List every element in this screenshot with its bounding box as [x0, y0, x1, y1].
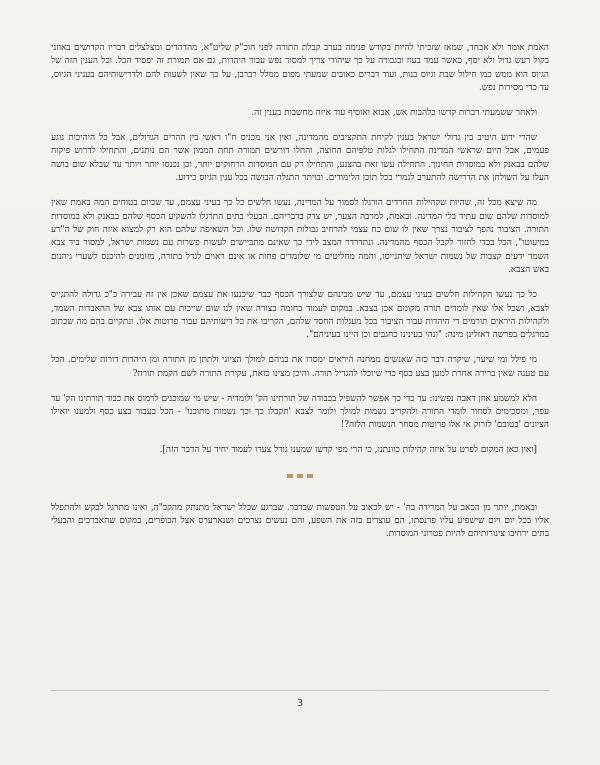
paragraph-6: מי פילל ומי שיער, שיקרה דבר כזה שאנשים ממחנה היראים ימסרו את בניהם למולך הציוני ולתתן מן התורה ומן היהדות דורות שלימים. הכל עם טענה שאין ברירה אחרת למען בצע כסף כדי שיוכלו להגדיל תורה. והיכן מצינו כזאת, עקירת התורה לשם הקמת תורה?	[51, 355, 549, 379]
divider-dot	[307, 474, 313, 478]
article-body	[51, 42, 549, 542]
paragraph-4: מה שיצא מכל זה, שהיות שקהילות החרדים הורגלו לסמוך על המדינה, נעשו חלשים כל כך בעיני עצמם, עד שכיום בטוחים המה באמת שאין למוסדות שלהם שום עתיד בלי המדינה. ובאמת, למרבה הצער, יש צדק בדבריהם. הבעלי בתים התרגלו להשקיע הכסף שלהם בבאנק ולא במוסדות התורה. הציבור נהפך לציבור נצרך שאין לו שום כח עצמי להרחיב גבולות הקדושה שלו. וכל השאיפה שלהם הוא רק למצוא איזה חוק של ה"רע במיעוטו", הכל בכדי לחזור לקבל הכסף מהמדינה. ונתדרדר המצב לידי כך שאינם מתביישים לעשות פשרות עם נשמות ישראל, למסור ביד צבא השמד ידעים קצבות של נשמות ישראל שיתגייסו, והמה מחליטים מי שלומדים פחות או אינם ראוים לגדל בתורה, מזומנים להיכנס לשערי גיהנום באש הצבא.	[51, 198, 549, 276]
paragraph-3: שהרי ידוע היטיב בין גדולי ישראל בענין לקיחת התקציבים מהמדינה, ואין אני מכניס ח"ו ראשי בין ההרים הגדולים, אבל כל היהיכות נוגע פעמים, אבל היום שראשי המדינה התחילו לגלות טלפיהם החוצה, והחלו דורשים תמורה תחת הממון אשר הם נותנים, והתחילו לדרוש פיקוח שלהם בבאנק ולא במוסדות החינוך. התחילה עשו זאת בהצנע, והתחילו רק עם המוסדות הרחוקים יותר, וכן נכנסו יותר ויותר עד שבלא שום בושה העלו על השולחן את הדרישה להתערב לגמרי בכל תוכן הלימודים. ובויתר התגלה הבושה בכל ענין הגיוס כידוע.	[51, 133, 549, 184]
footer-rule	[51, 690, 549, 691]
paragraph-7: הלא למשמע אוזן דאבה נפשינו: עד כדי כך אפשר להשפיל בכבודה של תורתינו הק' ולומדיה - שיש מי שמוכנים לרמוס את כבוד תורתינו הק' עד עפר, ומסכימים לסחור לומדי התורה ולהקריב נשמות למולך ולומר לצבא 'תקבלו כך וכך נשמות מתוכנו' - הכל בעבור בצע כסף ולמענו יואילו הציונים 'בטובם' לזרוק אי אלו פרוטות מסחר הנשמות הלזה?!	[51, 393, 549, 431]
paragraph-1: האמת אומר ולא אכחד, שמאז שזכיתי להיות בקודש פנימה בערב קבלת התורה לפני הוכ"ק שליט"א, מהדהדים ומצלצלים דבריו הקדושים באוזני בקול רעש גדול ולא יסף, כאשר עמד בעוז ובגבורה על כך שיהודי צריך למסור נפש עבור היהדות, גם אם תמורת זה יפסיד הכל. וכל הענין הזה של הגיוס הוא ממש כמו חילול שבת וגיוס בנות, ועוד דברים כאובים שמעתי מפום ממלל רברבן, על כך שאין לשעות להם ולדרישותיהם בעניני הגיוס, עד כדי מסירות נפש.	[51, 43, 549, 94]
divider-dot	[297, 474, 303, 478]
section-divider	[51, 474, 549, 478]
paragraph-8: [ואין כאן המקום לפרט על איזה קהילות כוונתנו, כי הרי מפי קדשו שמענו גודל צערו לעמוד יחיד על הדבר הזה].	[159, 445, 537, 456]
page-footer	[51, 690, 549, 710]
divider-dot	[287, 474, 293, 478]
paragraph-5: כל כך נעשו הקהילות חלשים בעיני עצמם, עד שיש מבינהם שלצורך הכסף כבר שיכנעו את עצמם שאכן אין זה עבירה כ"כ גדולה להתגייס לצבא, ושכל אלו שאין לומדים תורה מקומם אכן בצבא. במקום לעמוד כחומה בצורה שאין לנו שום שייכות עם אותו צבא של ההאבדות השמד, ולקהילות היראים תורמים די היהדות עבור הציבור בכל מעגלות החסד שלהם, הקריבו את כל דיעותיהם עבור פרוטות אלו. ונתקיים בהם מה שכתוב במרגלים בפרשה דאזלינן מינה: "ונהי בעינינו כחגבים וכן היינו בעיניהם".	[51, 290, 549, 341]
paragraph-2: ולאחר ששמעתי דברות קדשו כלהבות אש, אבוא ואוסיף עוד איזה מחשבות בענין זה.	[251, 108, 537, 119]
page-number: 3	[296, 698, 304, 709]
paragraph-after-divider: ובאמת, יותר מן הכאב על המרידה בה' - יש לכאוב על הטפשות שבדבר. שברגע שכלל ישראל מתנתק מהקב"ה, ואינו מתרגל לבקש ולהתפלל אליו בכל יום ויום שישפיע עליו פרנסתו, הם עוצרים בזה את השפע, והם נעשים נצרכים ושנארערס אצל הכופרים, במקום שהאברכים והבעלי בתים ירחיבו צינורותיהם להיות פטרוני המוסדות.	[51, 502, 549, 540]
